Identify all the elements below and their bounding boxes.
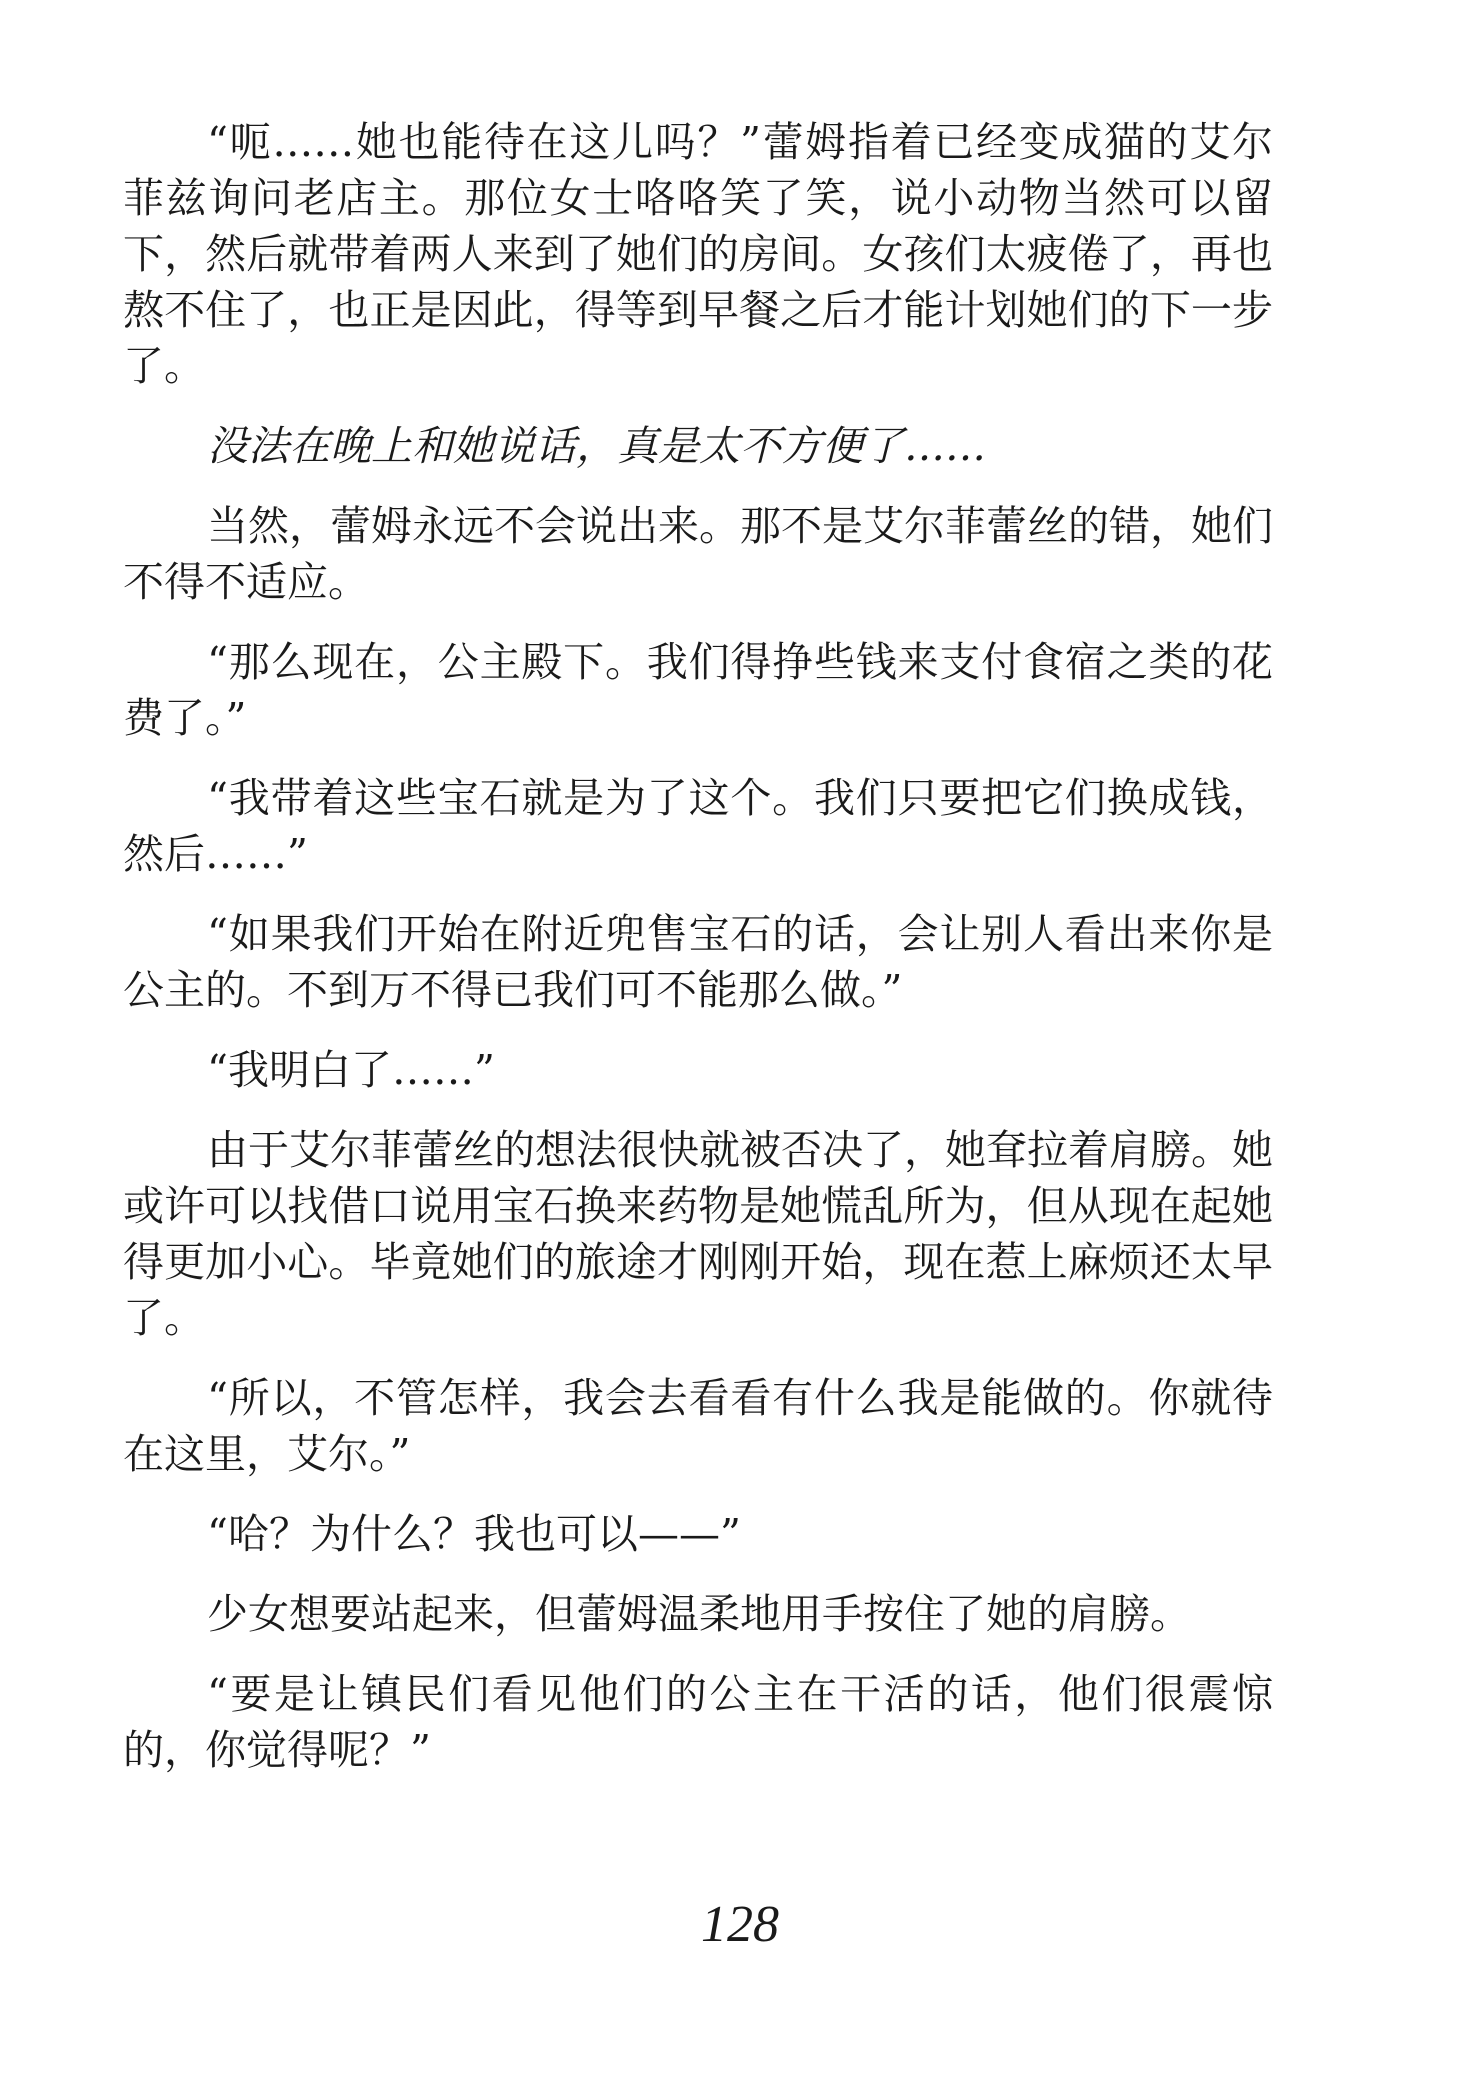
paragraph: 当然，蕾姆永远不会说出来。那不是艾尔菲蕾丝的错，她们不得不适应。	[123, 502, 1273, 606]
paragraph: “我带着这些宝石就是为了这个。我们只要把它们换成钱，然后……”	[123, 774, 1273, 878]
page-number: 128	[701, 1896, 779, 1953]
paragraph: 由于艾尔菲蕾丝的想法很快就被否决了，她耷拉着肩膀。她或许可以找借口说用宝石换来药物是她慌乱所为，但从现在起她得更加小心。毕竟她们的旅途才刚刚开始，现在惹上麻烦还太早了。	[123, 1126, 1273, 1342]
body-text	[123, 114, 1273, 1802]
paragraph: 少女想要站起来，但蕾姆温柔地用手按住了她的肩膀。	[207, 1590, 1191, 1638]
paragraph: “哈？为什么？我也可以——”	[207, 1510, 741, 1558]
paragraph: “那么现在，公主殿下。我们得挣些钱来支付食宿之类的花费了。”	[123, 638, 1273, 742]
paragraph: “我明白了……”	[207, 1046, 495, 1094]
paragraph-inner-thought: 没法在晚上和她说话，真是太不方便了……	[207, 422, 986, 470]
paragraph: “要是让镇民们看见他们的公主在干活的话，他们很震惊的，你觉得呢？”	[123, 1670, 1273, 1774]
paragraph: “所以，不管怎样，我会去看看有什么我是能做的。你就待在这里，艾尔。”	[123, 1374, 1273, 1478]
paragraph: “如果我们开始在附近兜售宝石的话，会让别人看出来你是公主的。不到万不得已我们可不能那么做。”	[123, 910, 1273, 1014]
paragraph: “呃……她也能待在这儿吗？”蕾姆指着已经变成猫的艾尔菲兹询问老店主。那位女士咯咯笑了笑，说小动物当然可以留下，然后就带着两人来到了她们的房间。女孩们太疲倦了，再也熬不住了，也正是因此，得等到早餐之后才能计划她们的下一步了。	[123, 118, 1273, 390]
